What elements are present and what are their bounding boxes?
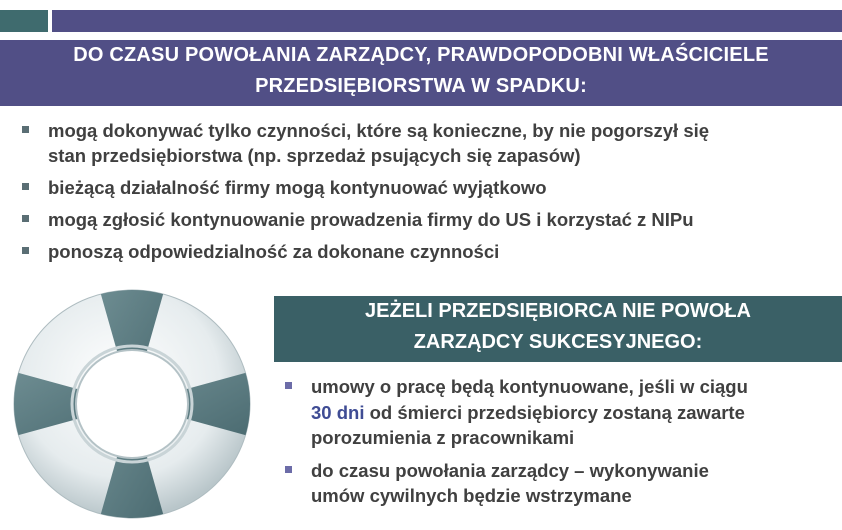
list-item-text: porozumienia z pracownikami <box>311 427 575 448</box>
highlighted-deadline: 30 dni <box>311 401 365 423</box>
list-item-text: umów cywilnych będzie wstrzymane <box>311 485 632 506</box>
list-item-text: stan przedsiębiorstwa (np. sprzedaż psujących się zapasów) <box>48 145 581 166</box>
lifebuoy-icon <box>8 284 256 524</box>
square-bullet-icon <box>22 126 29 133</box>
square-bullet-icon <box>285 382 292 389</box>
square-bullet-icon <box>22 247 29 254</box>
heading-banner-no-administrator <box>274 296 842 362</box>
heading-line-2: PRZEDSIĘBIORSTWA W SPADKU: <box>255 75 587 97</box>
heading-banner-successors <box>0 40 842 106</box>
top-accent-bar-left <box>0 10 48 32</box>
list-item <box>22 207 822 232</box>
consequences-list <box>285 374 830 516</box>
square-bullet-icon <box>22 215 29 222</box>
list-item <box>22 239 822 264</box>
list-item <box>285 374 830 451</box>
successors-duties-list <box>22 118 822 271</box>
heading-line-1: JEŻELI PRZEDSIĘBIORCA NIE POWOŁA <box>365 300 751 322</box>
heading-line-1: DO CZASU POWOŁANIA ZARZĄDCY, PRAWDOPODOBNI WŁAŚCICIELE <box>73 44 769 66</box>
square-bullet-icon <box>285 466 292 473</box>
list-item-text-rest: od śmierci przedsiębiorcy zostaną zawarte <box>364 401 745 423</box>
list-item <box>285 458 830 509</box>
square-bullet-icon <box>22 183 29 190</box>
list-item <box>22 175 822 200</box>
list-item-text: umowy o pracę będą kontynuowane, jeśli w ciągu <box>311 376 748 397</box>
list-item-text: bieżącą działalność firmy mogą kontynuować wyjątkowo <box>48 177 547 198</box>
list-item-text <box>311 400 830 426</box>
list-item-text: ponoszą odpowiedzialność za dokonane czynności <box>48 241 500 262</box>
list-item-text: mogą dokonywać tylko czynności, które są konieczne, by nie pogorszył się <box>48 120 710 141</box>
list-item-text: mogą zgłosić kontynuowanie prowadzenia firmy do US i korzystać z NIPu <box>48 209 694 230</box>
list-item-text: do czasu powołania zarządcy – wykonywanie <box>311 459 709 481</box>
list-item <box>22 118 822 168</box>
top-accent-bar-right <box>52 10 842 32</box>
heading-line-2: ZARZĄDCY SUKCESYJNEGO: <box>413 331 703 353</box>
